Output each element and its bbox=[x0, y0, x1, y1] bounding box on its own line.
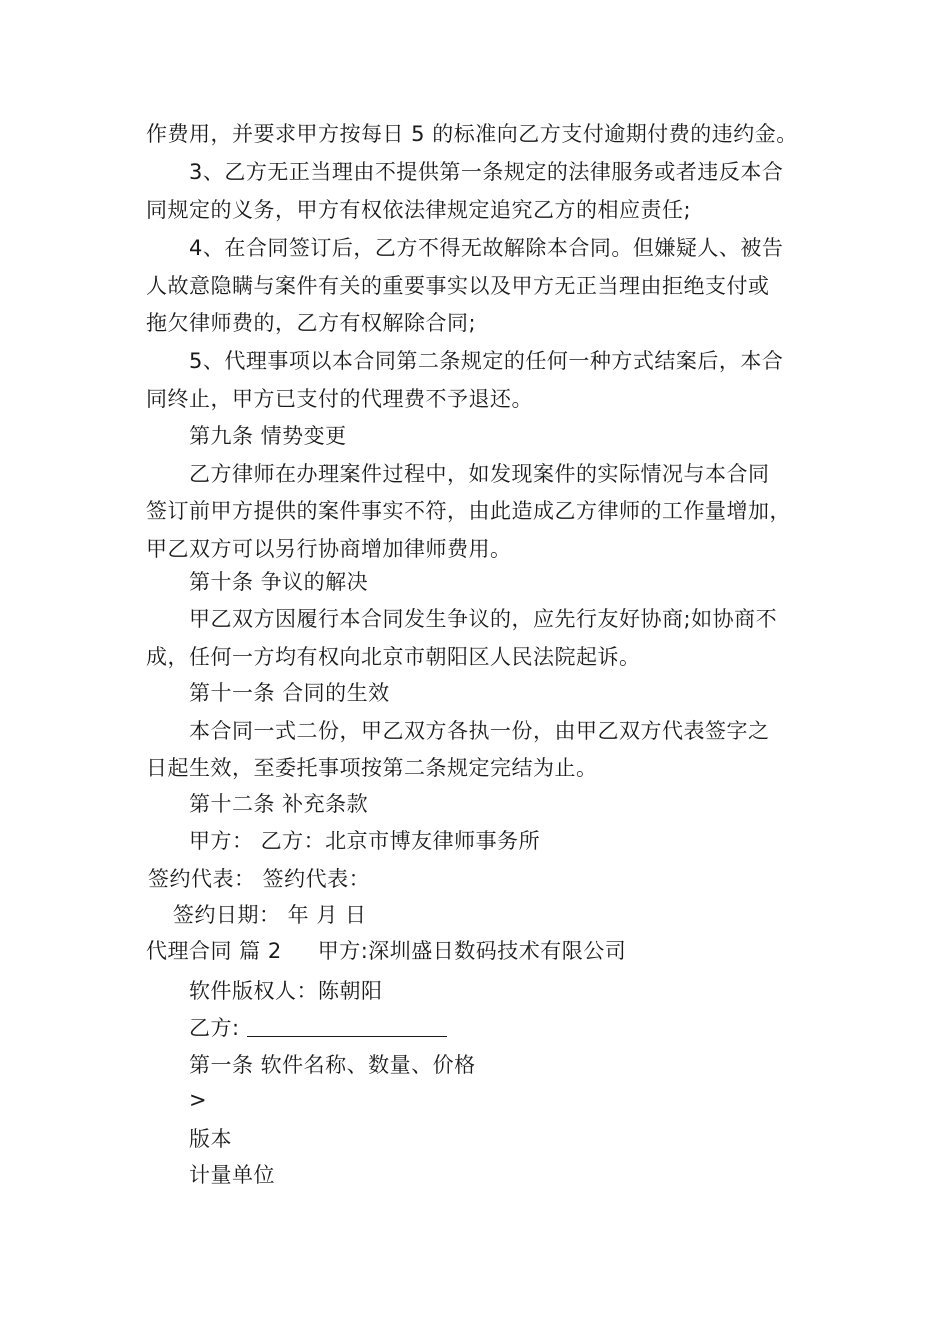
text-line: 日起生效，至委托事项按第二条规定完结为止。 bbox=[146, 756, 598, 780]
date-line: 签约日期： 年 月 日 bbox=[173, 903, 367, 927]
copyright-holder-line: 软件版权人：陈朝阳 bbox=[189, 979, 383, 1003]
text-line: 作费用，并要求甲方按每日 5 的标准向乙方支付逾期付费的违约金。 bbox=[146, 122, 798, 146]
text-line: 人故意隐瞒与案件有关的重要事实以及甲方无正当理由拒绝支付或 bbox=[146, 274, 770, 298]
text-line: 本合同一式二份，甲乙双方各执一份，由甲乙双方代表签字之 bbox=[189, 719, 770, 743]
section-heading: 第一条 软件名称、数量、价格 bbox=[189, 1053, 476, 1077]
text-line: 拖欠律师费的，乙方有权解除合同; bbox=[146, 311, 477, 335]
text-line: 乙方律师在办理案件过程中，如发现案件的实际情况与本合同 bbox=[189, 462, 770, 486]
section-heading: 第十一条 合同的生效 bbox=[189, 681, 390, 705]
text-line: 3、乙方无正当理由不提供第一条规定的法律服务或者违反本合 bbox=[189, 160, 784, 184]
text-line: 版本 bbox=[189, 1127, 232, 1151]
contract-title-line bbox=[146, 936, 626, 966]
text-line: 同规定的义务，甲方有权依法律规定追究乙方的相应责任; bbox=[146, 198, 692, 222]
text-line: 5、代理事项以本合同第二条规定的任何一种方式结案后，本合 bbox=[189, 349, 784, 373]
text-line: 甲乙双方因履行本合同发生争议的，应先行友好协商;如协商不 bbox=[189, 607, 778, 631]
text-line: 甲乙双方可以另行协商增加律师费用。 bbox=[146, 537, 512, 561]
party-b-blank bbox=[247, 1014, 447, 1037]
text-line: > bbox=[189, 1088, 208, 1112]
text-line: 签订前甲方提供的案件事实不符，由此造成乙方律师的工作量增加， bbox=[146, 499, 791, 523]
text-line: 成，任何一方均有权向北京市朝阳区人民法院起诉。 bbox=[146, 645, 641, 669]
party-a: 甲方:深圳盛日数码技术有限公司 bbox=[317, 939, 627, 963]
section-heading: 第十二条 补充条款 bbox=[189, 792, 369, 816]
signature-line: 签约代表： 签约代表： bbox=[148, 867, 371, 891]
contract-title: 代理合同 篇 2 bbox=[146, 939, 282, 963]
party-b-line bbox=[189, 1013, 447, 1043]
section-heading: 第十条 争议的解决 bbox=[189, 570, 369, 594]
text-line: 同终止，甲方已支付的代理费不予退还。 bbox=[146, 387, 533, 411]
text-line: 计量单位 bbox=[189, 1163, 275, 1187]
party-line: 甲方： 乙方：北京市博友律师事务所 bbox=[189, 829, 541, 853]
text-line: 4、在合同签订后，乙方不得无故解除本合同。但嫌疑人、被告 bbox=[189, 236, 784, 260]
party-b-label: 乙方: bbox=[189, 1016, 247, 1040]
section-heading: 第九条 情势变更 bbox=[189, 424, 347, 448]
